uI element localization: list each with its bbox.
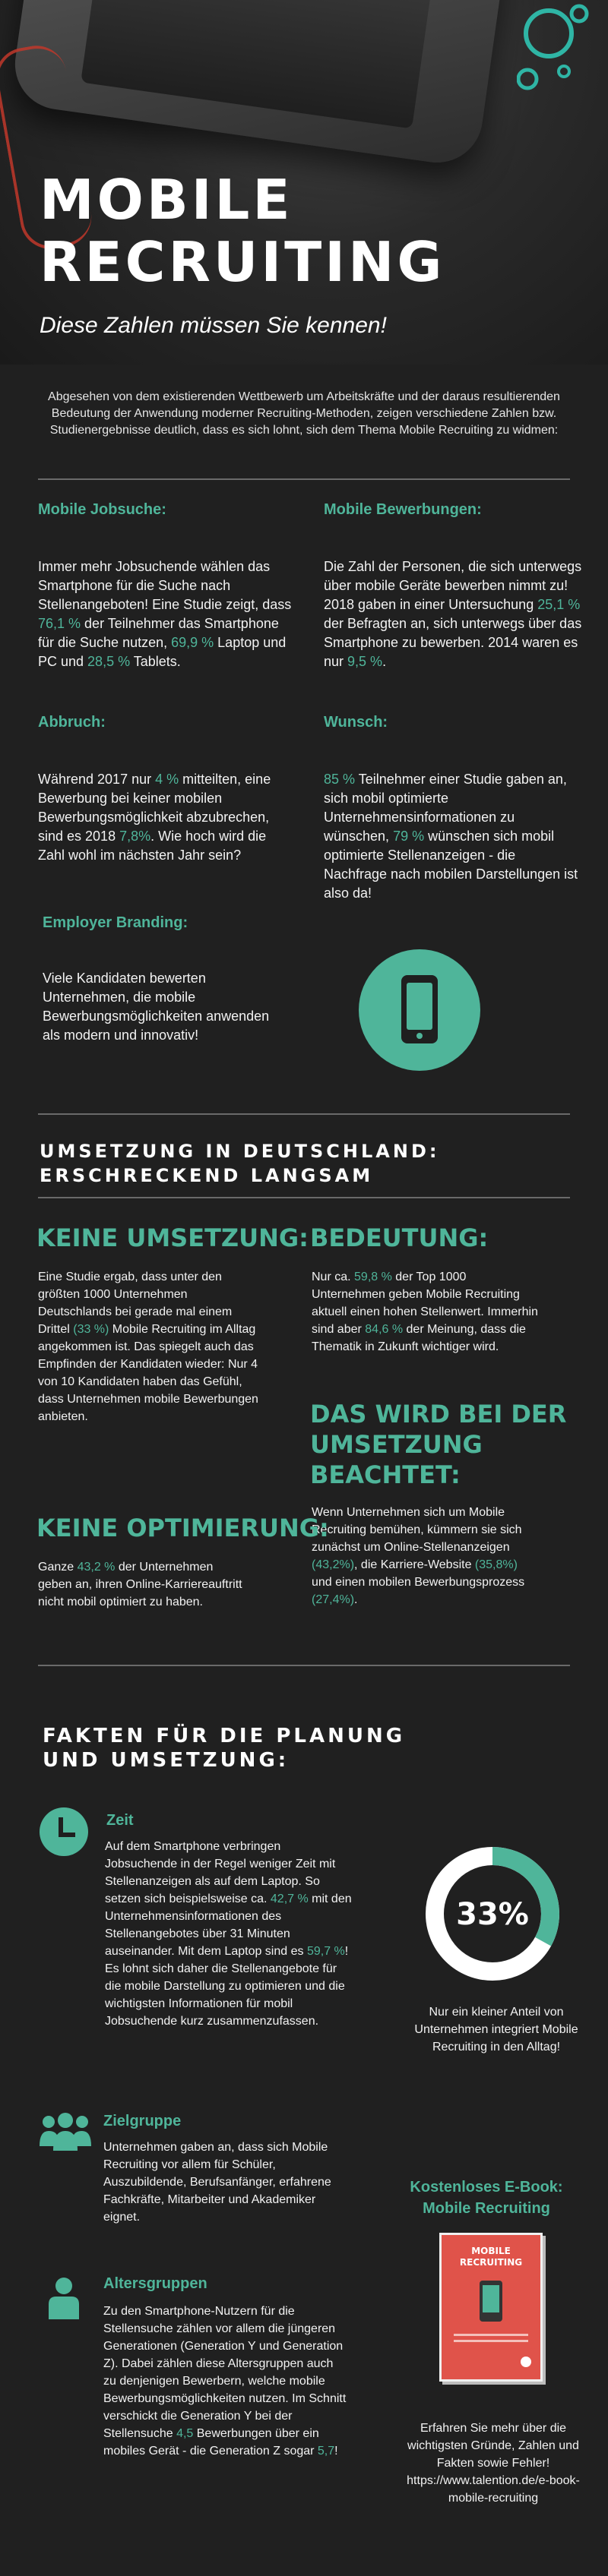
beachtet-text	[312, 1504, 540, 1608]
jobsuche-text-part: Tablets.	[130, 654, 181, 669]
altersgruppen-value-gen-y: 4,5	[176, 2427, 194, 2440]
zielgruppe-text: Unternehmen gaben an, dass sich Mobile Recruiting vor allem für Schüler, Auszubildende, Berufsanfänger, erfahrene Fachkräfte, Mitarbeiter und Akademiker eignet.	[103, 2141, 331, 2224]
keine-umsetzung-text	[38, 1268, 258, 1425]
beachtet-heading-line1: DAS WIRD BEI DER	[310, 1400, 567, 1428]
altersgruppen-text-part: Zu den Smartphone-Nutzern für die Stellensuche zählen vor allem die jüngeren Generationen (Generation Y und Generation Z). Dabei zählen diese Altersgruppen auch zu denjenigen Bewerbern, welche mobile Bewerbungsmöglichkeiten nutzen. Im Schnitt verschickt die Generation Y bei der Stellensuche	[103, 2305, 347, 2440]
wunsch-value-ads: 79 %	[393, 829, 425, 844]
bedeutung-text-part: der Top 1000 Unternehmen geben Mobile Recruiting aktuell einen hohen Stellenwert. Immerhin sind aber	[312, 1271, 538, 1336]
bedeutung-text	[312, 1268, 540, 1356]
jobsuche-text-part: der Teilnehmer das Smartphone für die Suche nutzen,	[38, 616, 279, 650]
altersgruppen-text	[103, 2303, 347, 2460]
bewerbungen-text-part: .	[382, 654, 387, 669]
hero-title	[40, 169, 445, 293]
branding-heading: Employer Branding:	[43, 914, 188, 931]
fakten-title-line2: UND UMSETZUNG:	[43, 1749, 290, 1772]
umsetzung-title	[40, 1139, 439, 1188]
altersgruppen-text-part: Bewerbungen über ein mobiles Gerät - die Generation Z sogar	[103, 2427, 319, 2458]
wunsch-text-part: wünschen sich mobil optimierte Stellenanzeigen - die Nachfrage nach mobilen Darstellungen ist also da!	[324, 829, 578, 901]
ebook-cover-phone-icon	[480, 2281, 502, 2322]
beachtet-text-part: Wenn Unternehmen sich um Mobile Recruiting bemühen, kümmern sie sich zunächst um Online-Stellenanzeigen	[312, 1506, 522, 1554]
zeit-text	[105, 1838, 356, 2030]
smartphone-icon	[359, 949, 480, 1071]
wunsch-text-part: Teilnehmer einer Studie gaben an, sich mobil optimierte Unternehmensinformationen zu wünschen,	[324, 772, 567, 844]
ebook-heading	[395, 2177, 578, 2219]
altersgruppen-heading: Altersgruppen	[103, 2275, 207, 2292]
abbruch-text-part: . Wie hoch wird die Zahl wohl im nächsten Jahr sein?	[38, 829, 267, 863]
abbruch-value-2018: 7,8%	[119, 829, 151, 844]
keine-optimierung-text-part: der Unternehmen geben an, ihren Online-Karriereauftritt nicht mobil optimiert zu haben.	[38, 1561, 242, 1608]
umsetzung-title-line1: UMSETZUNG IN DEUTSCHLAND:	[40, 1141, 440, 1162]
hero-subtitle: Diese Zahlen müssen Sie kennen!	[40, 313, 387, 338]
ebook-heading-line2: Mobile Recruiting	[423, 2200, 550, 2217]
keine-optimierung-text	[38, 1558, 243, 1611]
zeit-text-part: Auf dem Smartphone verbringen Jobsuchende in der Regel weniger Zeit mit Stellenanzeigen als auf dem Laptop. So setzen sich beispielsweise ca.	[105, 1840, 336, 1905]
bewerbungen-text-part: Die Zahl der Personen, die sich unterwegs über mobile Geräte bewerben nimmt zu! 2018 gaben in einer Untersuchung	[324, 559, 582, 612]
bewerbungen-text-part: der Befragten an, sich unterwegs über das Smartphone zu bewerben. 2014 waren es nur	[324, 616, 582, 669]
bewerbungen-text	[324, 557, 582, 671]
abbruch-heading: Abbruch:	[38, 714, 106, 731]
bedeutung-value-now: 59,8 %	[354, 1271, 392, 1283]
zeit-value-laptop: 59,7 %	[306, 1945, 345, 1958]
beachtet-text-part: und einen mobilen Bewerbungsprozess	[312, 1576, 525, 1589]
person-icon	[47, 2277, 81, 2319]
abbruch-text-part: Während 2017 nur	[38, 772, 156, 787]
fakten-title	[43, 1724, 405, 1773]
fakten-title-line1: FAKTEN FÜR DIE PLANUNG	[43, 1725, 406, 1747]
divider	[38, 1197, 570, 1198]
keine-umsetzung-value: (33 %)	[73, 1323, 109, 1336]
beachtet-value-website: (35,8%)	[474, 1558, 518, 1571]
bewerbungen-value-2018: 25,1 %	[537, 597, 581, 612]
clock-icon	[40, 1807, 88, 1856]
beachtet-value-process: (27,4%)	[312, 1593, 355, 1606]
ebook-cover[interactable]	[439, 2233, 543, 2382]
altersgruppen-text-part: !	[334, 2445, 338, 2458]
bedeutung-value-future: 84,6 %	[365, 1323, 404, 1336]
ebook-heading-line1: Kostenloses E-Book:	[410, 2179, 563, 2196]
ebook-cover-title	[442, 2246, 540, 2268]
hero-title-line2: RECRUITING	[40, 230, 445, 294]
divider	[38, 478, 570, 480]
jobsuche-heading: Mobile Jobsuche:	[38, 501, 166, 518]
donut-caption: Nur ein kleiner Anteil von Unternehmen integriert Mobile Recruiting in den Alltag!	[414, 2006, 578, 2054]
ebook-cover-title-line1: MOBILE	[471, 2246, 511, 2256]
beachtet-text-part: .	[354, 1593, 358, 1606]
jobsuche-value-laptop: 69,9 %	[171, 635, 214, 650]
keine-umsetzung-text-part: Eine Studie ergab, dass unter den größten 1000 Unternehmen Deutschlands bei gerade mal einem Drittel	[38, 1271, 233, 1336]
group-icon	[38, 2111, 93, 2154]
bedeutung-text-part: Nur ca.	[312, 1271, 355, 1283]
ebook-text[interactable]: Erfahren Sie mehr über die wichtigsten Gründe, Zahlen und Fakten sowie Fehler! https://www.talention.de/e-book-mobile-recruiting	[407, 2422, 580, 2505]
beachtet-heading	[310, 1399, 566, 1490]
altersgruppen-value-gen-z: 5,7	[317, 2445, 335, 2458]
keine-optimierung-value: 43,2 %	[77, 1561, 116, 1574]
jobsuche-text	[38, 557, 296, 671]
zeit-text-part: ! Es lohnt sich daher die Stellenangebote für die mobile Darstellung zu optimieren und die wichtigsten Informationen für mobil Jobsuchende kurz zusammenzufassen.	[105, 1945, 349, 2028]
donut-chart	[423, 1844, 562, 1984]
bedeutung-heading: BEDEUTUNG:	[310, 1223, 489, 1252]
abbruch-value-2017: 4 %	[155, 772, 179, 787]
abbruch-text	[38, 770, 296, 865]
wunsch-text	[324, 770, 582, 903]
abbruch-text-part: mitteilten, eine Bewerbung bei keiner mobilen Bewerbungsmöglichkeit abzubrechen, sind es 2018	[38, 772, 271, 844]
keine-optimierung-heading: KEINE OPTIMIERUNG:	[36, 1514, 329, 1542]
hero-banner	[0, 0, 608, 365]
zielgruppe-heading: Zielgruppe	[103, 2113, 182, 2129]
jobsuche-text-part: Laptop und PC und	[38, 635, 287, 669]
zeit-heading: Zeit	[106, 1812, 134, 1829]
bubbles-decoration	[517, 3, 600, 102]
intro-text: Abgesehen von dem existierenden Wettbewerb um Arbeitskräfte und der daraus resultierenden Bedeutung der Anwendung moderner Recruiting-Methoden, zeigen verschiedene Zahlen bzw. Studienergebnisse deutlich, dass es sich lohnt, sich dem Thema Mobile Recruiting zu widmen:	[48, 390, 560, 437]
donut-label: 33%	[456, 1897, 529, 1932]
keine-umsetzung-heading: KEINE UMSETZUNG:	[36, 1223, 309, 1252]
beachtet-text-part: , die Karriere-Website	[354, 1558, 475, 1571]
umsetzung-title-line2: ERSCHRECKEND LANGSAM	[40, 1165, 374, 1186]
wunsch-heading: Wunsch:	[324, 714, 388, 731]
keine-umsetzung-text-part: Mobile Recruiting im Alltag angekommen ist. Das spiegelt auch das Empfinden der Kandidaten wieder: Nur 4 von 10 Kandidaten haben das Gefühl, dass Unternehmen mobile Bewerbungen anbieten.	[38, 1323, 258, 1423]
beachtet-heading-line3: BEACHTET:	[310, 1460, 461, 1489]
hero-title-line1: MOBILE	[40, 168, 293, 232]
zeit-value-smartphone: 42,7 %	[270, 1893, 309, 1905]
ebook-cover-title-line2: RECRUITING	[459, 2257, 523, 2268]
bewerbungen-value-2014: 9,5 %	[347, 654, 383, 669]
wunsch-value-info: 85 %	[324, 772, 356, 787]
bewerbungen-heading: Mobile Bewerbungen:	[324, 501, 482, 518]
beachtet-heading-line2: UMSETZUNG	[310, 1430, 483, 1459]
jobsuche-value-tablets: 28,5 %	[87, 654, 131, 669]
divider	[38, 1113, 570, 1115]
branding-text: Viele Kandidaten bewerten Unternehmen, die mobile Bewerbungsmöglichkeiten anwenden als modern und innovativ!	[43, 971, 270, 1043]
bedeutung-text-part: der Meinung, dass die Thematik in Zukunft wichtiger wird.	[312, 1323, 526, 1353]
jobsuche-value-smartphone: 76,1 %	[38, 616, 81, 631]
beachtet-value-ads: (43,2%)	[312, 1558, 355, 1571]
divider	[38, 1665, 570, 1666]
keine-optimierung-text-part: Ganze	[38, 1561, 78, 1574]
jobsuche-text-part: Immer mehr Jobsuchende wählen das Smartphone für die Suche nach Stellenangeboten! Eine Studie zeigt, dass	[38, 559, 292, 612]
zeit-text-part: mit den Unternehmensinformationen des Stellenangebotes über 31 Minuten auseinander. Mit dem Laptop sind es	[105, 1893, 352, 1958]
